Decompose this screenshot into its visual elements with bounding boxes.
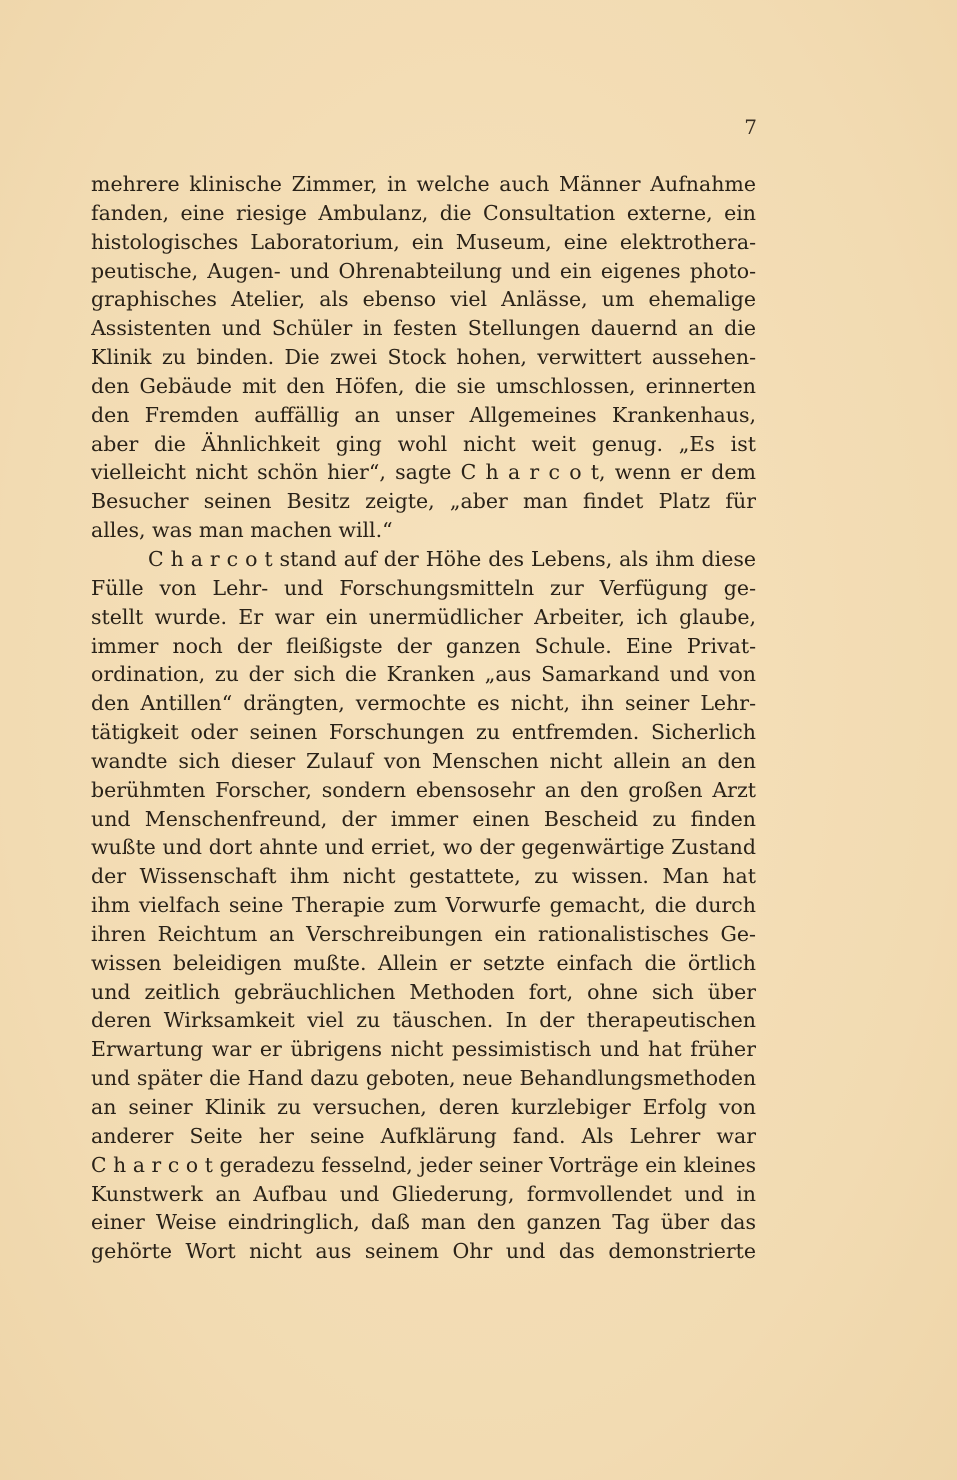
text-line: und zeitlich gebräuchlichen Methoden fort, ohne sich über bbox=[91, 979, 756, 1004]
text-line: wußte und dort ahnte und erriet, wo der gegenwärtige Zustand bbox=[91, 835, 756, 860]
text-line: Klinik zu binden. Die zwei Stock hohen, verwittert aussehen- bbox=[91, 345, 756, 370]
text-line: den Antillen“ drängten, vermochte es nicht, ihn seiner Lehr- bbox=[91, 691, 756, 716]
text-line: graphisches Atelier, als ebenso viel Anlässe, um ehemalige bbox=[91, 287, 756, 312]
text-line: der Wissenschaft ihm nicht gestattete, zu wissen. Man hat bbox=[91, 864, 756, 889]
text-line: Besucher seinen Besitz zeigte, „aber man findet Platz für bbox=[91, 489, 756, 514]
text-line: Kunstwerk an Aufbau und Gliederung, formvollendet und in bbox=[91, 1181, 756, 1206]
text-line: und später die Hand dazu geboten, neue Behandlungsmethoden bbox=[91, 1066, 756, 1091]
text-line: vielleicht nicht schön hier“, sagte C h a r c o t, wenn er dem bbox=[91, 460, 756, 485]
text-line: wissen beleidigen mußte. Allein er setzte einfach die örtlich bbox=[91, 950, 756, 975]
text-line: gehörte Wort nicht aus seinem Ohr und das demonstrierte bbox=[91, 1239, 756, 1264]
text-line: deren Wirksamkeit viel zu täuschen. In der therapeutischen bbox=[91, 1008, 756, 1033]
text-line: den Fremden auffällig an unser Allgemeines Krankenhaus, bbox=[91, 402, 756, 427]
text-line: und Menschenfreund, der immer einen Bescheid zu finden bbox=[91, 806, 756, 831]
text-line: stellt wurde. Er war ein unermüdlicher Arbeiter, ich glaube, bbox=[91, 604, 756, 629]
body-text bbox=[91, 170, 756, 1266]
text-line: alles, was man machen will.“ bbox=[91, 518, 393, 543]
text-line: mehrere klinische Zimmer, in welche auch Männer Aufnahme bbox=[91, 172, 756, 196]
text-line: fanden, eine riesige Ambulanz, die Consultation externe, ein bbox=[91, 200, 756, 225]
text-line: ihm vielfach seine Therapie zum Vorwurfe gemacht, die durch bbox=[91, 893, 756, 918]
text-line: tätigkeit oder seinen Forschungen zu entfremden. Sicherlich bbox=[91, 720, 756, 745]
text-line: an seiner Klinik zu versuchen, deren kurzlebiger Erfolg von bbox=[91, 1095, 756, 1119]
text-line: ihren Reichtum an Verschreibungen ein rationalistisches Ge- bbox=[91, 921, 756, 946]
text-line: aber die Ähnlichkeit ging wohl nicht weit genug. „Es ist bbox=[91, 431, 756, 456]
text-line: einer Weise eindringlich, daß man den ganzen Tag über das bbox=[91, 1210, 756, 1235]
text-line: Erwartung war er übrigens nicht pessimistisch und hat früher bbox=[91, 1037, 756, 1062]
page-number: 7 bbox=[744, 115, 757, 139]
text-line: ordination, zu der sich die Kranken „aus Samarkand und von bbox=[91, 662, 756, 687]
text-line: anderer Seite her seine Aufklärung fand. Als Lehrer war bbox=[91, 1123, 756, 1148]
text-line: C h a r c o t geradezu fesselnd, jeder seiner Vorträge ein kleines bbox=[91, 1152, 756, 1177]
text-line: Assistenten und Schüler in festen Stellungen dauernd an die bbox=[91, 316, 756, 341]
text-line: peutische, Augen- und Ohrenabteilung und ein eigenes photo- bbox=[91, 258, 756, 283]
text-line: immer noch der fleißigste der ganzen Schule. Eine Privat- bbox=[91, 633, 756, 658]
text-line: histologisches Laboratorium, ein Museum, eine elektrothera- bbox=[91, 229, 756, 254]
text-line: berühmten Forscher, sondern ebensosehr an den großen Arzt bbox=[91, 777, 756, 802]
text-line: wandte sich dieser Zulauf von Menschen nicht allein an den bbox=[91, 748, 756, 773]
text-line: den Gebäude mit den Höfen, die sie umschlossen, erinnerten bbox=[91, 373, 756, 398]
text-line: Fülle von Lehr- und Forschungsmitteln zur Verfügung ge- bbox=[91, 575, 756, 600]
text-line: C h a r c o t stand auf der Höhe des Lebens, als ihm diese bbox=[148, 546, 756, 571]
